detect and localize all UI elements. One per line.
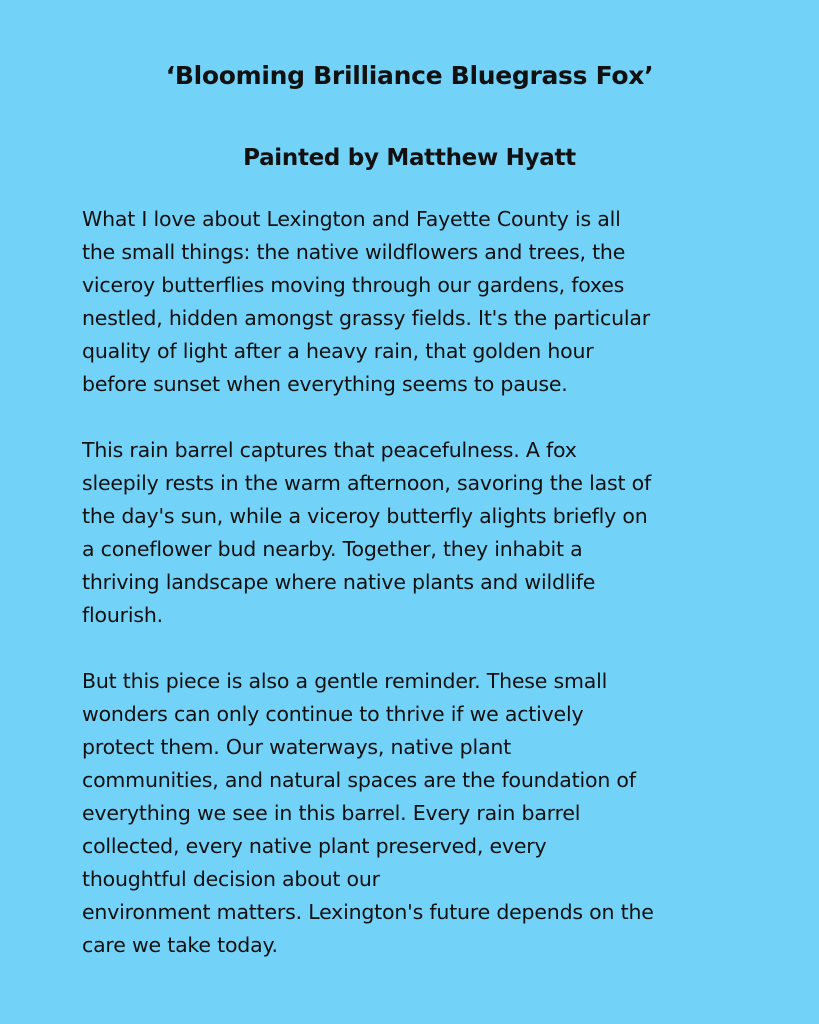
description-body	[82, 203, 744, 995]
text-line: flourish.	[82, 603, 163, 627]
text-line: communities, and natural spaces are the foundation of	[82, 768, 636, 792]
text-line: But this piece is also a gentle reminder. These small	[82, 669, 608, 693]
text-line: thriving landscape where native plants and wildlife	[82, 570, 596, 594]
text-line: environment matters. Lexington's future depends on the	[82, 900, 654, 924]
text-line: nestled, hidden amongst grassy fields. It's the particular	[82, 306, 650, 330]
text-line: a coneflower bud nearby. Together, they inhabit a	[82, 537, 583, 561]
text-line: sleepily rests in the warm afternoon, savoring the last of	[82, 471, 652, 495]
text-line: quality of light after a heavy rain, that golden hour	[82, 339, 594, 363]
text-line: viceroy butterflies moving through our gardens, foxes	[82, 273, 625, 297]
text-line: What I love about Lexington and Fayette County is all	[82, 207, 621, 231]
text-line: before sunset when everything seems to pause.	[82, 372, 568, 396]
artwork-title: ‘Blooming Brilliance Bluegrass Fox’	[165, 61, 654, 90]
text-line: thoughtful decision about our	[82, 867, 380, 891]
text-line: everything we see in this barrel. Every rain barrel	[82, 801, 581, 825]
text-line: the day's sun, while a viceroy butterfly alights briefly on	[82, 504, 648, 528]
artist-byline: Painted by Matthew Hyatt	[243, 145, 576, 171]
text-line: care we take today.	[82, 933, 278, 957]
text-line: the small things: the native wildflowers and trees, the	[82, 240, 626, 264]
paragraph-2	[82, 434, 744, 632]
text-line: This rain barrel captures that peacefulness. A fox	[82, 438, 577, 462]
paragraph-1	[82, 203, 744, 401]
text-line: protect them. Our waterways, native plant	[82, 735, 511, 759]
text-line: wonders can only continue to thrive if we actively	[82, 702, 584, 726]
text-line: collected, every native plant preserved, every	[82, 834, 547, 858]
paragraph-3	[82, 665, 744, 962]
